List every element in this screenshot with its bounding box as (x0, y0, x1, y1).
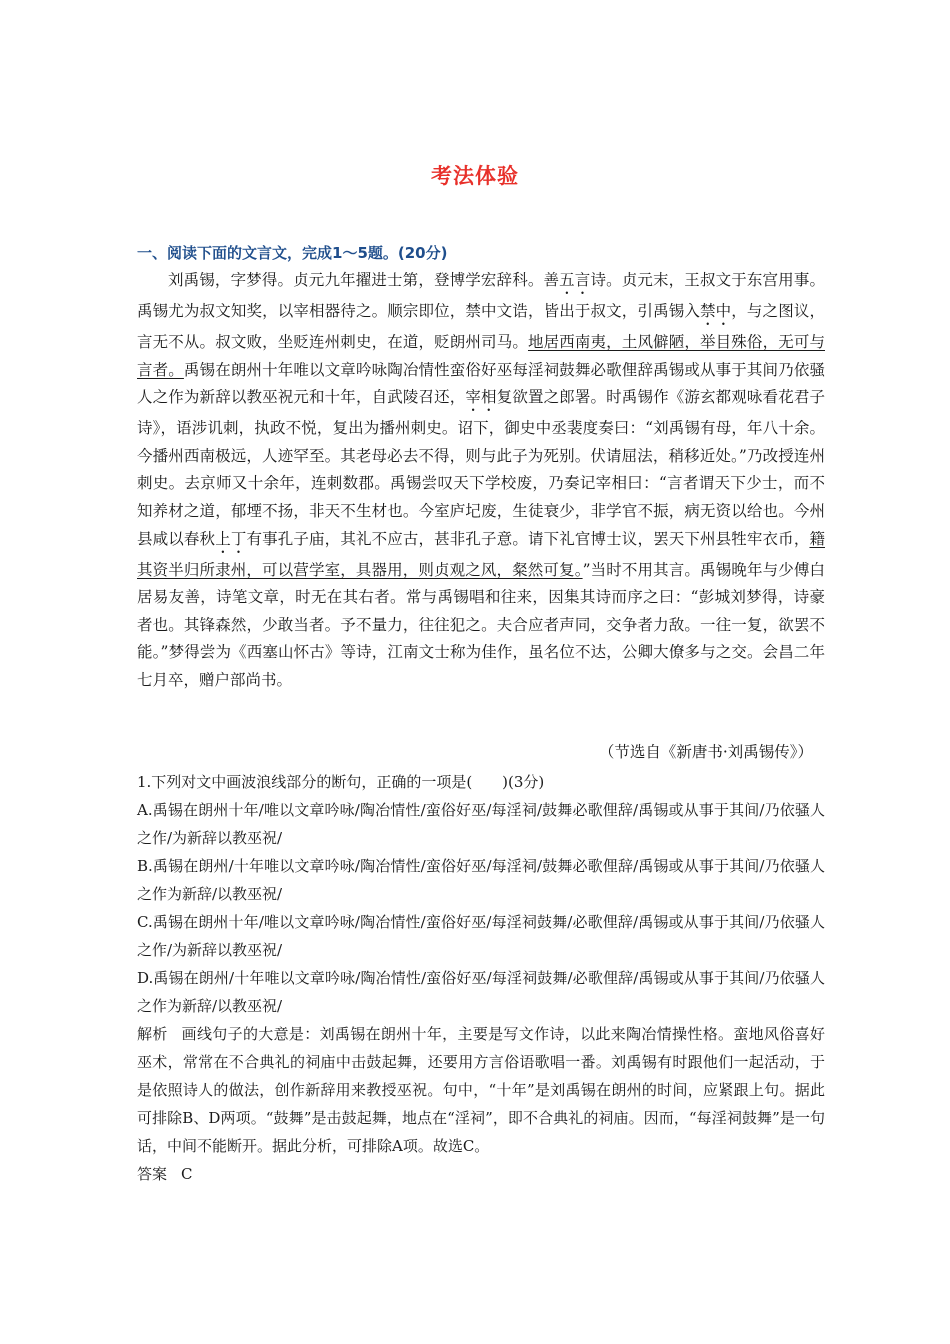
dotted-term-shangding: 上丁 (215, 529, 247, 548)
passage-text: 有事孔子庙，其礼不应古，甚非孔子意。请下礼官博士议，罢天下州县牲牢衣币， (246, 529, 810, 548)
answer (137, 1160, 825, 1188)
question-stem: 1.下列对文中画波浪线部分的断句，正确的一项是( )(3分) (137, 773, 545, 791)
underlined-sentence-2: 籍其资半归所隶州，可以营学室，具器用，则贞观之风，粲然可复。 (137, 529, 825, 579)
analysis (137, 1020, 825, 1160)
dotted-term-wuyan: 五言 (559, 271, 591, 289)
analysis-text: 画线句子的大意是：刘禹锡在朗州十年，主要是写文作诗，以此来陶冶情操性格。蛮地风俗喜好巫术，常常在不合典礼的祠庙中击鼓起舞，还要用方言俗语歌唱一番。刘禹锡有时跟他们一起活动，于是依照诗人的做法，创作新辞用来教授巫祝。句中，“十年”是刘禹锡在朗州的时间，应紧跟上句。据此可排除B、D两项。“鼓舞”是击鼓起舞，地点在“淫祠”，即不合典礼的祠庙。因而，“每淫祠鼓舞”是一句话，中间不能断开。据此分析，可排除A项。故选C。 (137, 1025, 825, 1155)
option-b: B.禹锡在朗州/十年唯以文章吟咏/陶冶情性/蛮俗好巫/每淫祠/鼓舞必歌俚辞/禹锡或从事于其间/乃依骚人之作为新辞/以教巫祝/ (137, 857, 825, 903)
passage-text: 刘禹锡，字梦得。贞元九年擢进士第，登博学宏辞科。善 (168, 271, 560, 289)
passage-text: 诗。贞元末，王叔文于东宫用事。禹锡尤为叔文知奖，以宰相器待之。顺宗即位，禁中文诰，皆出于叔文，引禹锡入 (137, 271, 825, 320)
section-heading: 一、阅读下面的文言文，完成1～5题。(20分) (137, 244, 448, 262)
dotted-term-zaixiang: 宰相 (465, 388, 497, 407)
passage-text: 禹锡在朗州十年唯以文章吟咏陶冶情性蛮俗好巫每淫祠鼓舞必歌俚辞禹锡或从事于其间乃依骚人之作为新辞以教巫祝元和十年，自武陵召还， (137, 360, 825, 407)
option-a: A.禹锡在朗州十年/唯以文章吟咏/陶冶情性/蛮俗好巫/每淫祠/鼓舞必歌俚辞/禹锡或从事于其间/乃依骚人之作/为新辞以教巫祝/ (137, 801, 825, 847)
answer-value: C (181, 1165, 193, 1183)
passage-text: ，与之图议，言无不从。叔文败，坐贬连州刺史，在道，贬朗州司马。 (137, 302, 825, 351)
passage-source: （节选自《新唐书·刘禹锡传》） (598, 743, 813, 761)
option-d: D.禹锡在朗州/十年唯以文章吟咏/陶冶情性/蛮俗好巫/每淫祠鼓舞/必歌俚辞/禹锡或从事于其间/乃依骚人之作为新辞/以教巫祝/ (137, 969, 825, 1015)
passage-paragraph (137, 267, 825, 695)
analysis-label: 解析 (137, 1025, 168, 1043)
dotted-term-jinzhong: 禁中 (700, 302, 732, 320)
passage-text: 复欲置之郎署。时禹锡作《游玄都观咏看花君子诗》，语涉讥刺，执政不悦，复出为播州刺史。诏下，御史中丞裴度奏曰：“刘禹锡有母，年八十余。今播州西南极远，人迹罕至。其老母必去不得，则与此子为死别。伏请屈法，稍移近处。”乃改授连州刺史。去京师又十余年，连刺数郡。禹锡尝叹天下学校废，乃奏记宰相曰：“言者谓天下少士，而不知养材之道，郁堙不扬，非天不生材也。今室庐圮废，生徒衰少，非学官不振，病无资以给也。今州县咸以春秋 (137, 388, 825, 548)
question-block (137, 768, 825, 1188)
answer-label: 答案 (137, 1165, 168, 1183)
passage-text: ”当时不用其言。禹锡晚年与少傅白居易友善，诗笔文章，时无在其右者。常与禹锡唱和往来，因集其诗而序之曰：“彭城刘梦得，诗豪者也。其锋森然，少敢当者。予不量力，往往犯之。夫合应者声同，交争者力敌。一往一复，欲罢不能。”梦得尝为《西塞山怀古》等诗，江南文士称为佳作，虽名位不达，公卿大僚多与之交。会昌二年七月卒，赠户部尚书。 (137, 560, 825, 689)
page-title: 考法体验 (431, 164, 519, 188)
underlined-sentence-1: 地居西南夷，土风僻陋，举目殊俗，无可与言者。 (137, 333, 825, 379)
option-c: C.禹锡在朗州十年/唯以文章吟咏/陶冶情性/蛮俗好巫/每淫祠鼓舞/必歌俚辞/禹锡或从事于其间/乃依骚人之作/为新辞以教巫祝/ (137, 913, 825, 959)
classical-passage (137, 267, 825, 695)
